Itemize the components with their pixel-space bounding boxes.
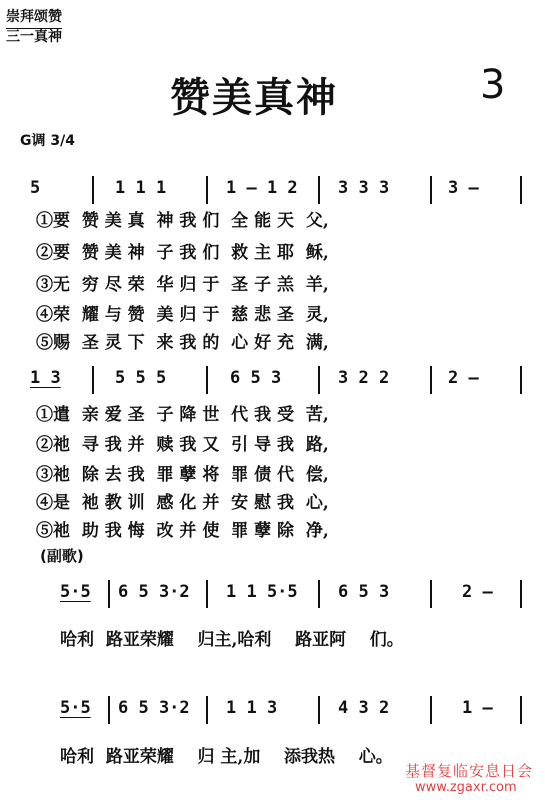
measure: 3 – — [448, 178, 479, 198]
lyric-verse-5: ⑤赐 圣 灵 下 来 我 的 心 好 充 满, — [36, 333, 329, 353]
lyric-refrain-1: 哈利 路亚荣耀 归主,哈利 路亚阿 们。 — [60, 630, 404, 650]
barline — [206, 580, 208, 608]
barline — [318, 696, 320, 724]
barline — [206, 176, 208, 204]
barline — [318, 366, 320, 394]
measure: 1 3 — [30, 368, 61, 388]
barline — [430, 176, 432, 204]
lyric-verse-3: ③无 穷 尽 荣 华 归 于 圣 子 羔 羊, — [36, 275, 329, 295]
hymn-title: 赞美真神 — [170, 74, 338, 121]
barline — [318, 176, 320, 204]
barline — [430, 580, 432, 608]
measure: 6 5 3 — [230, 368, 282, 388]
refrain-label: (副歌) — [40, 547, 84, 565]
barline — [108, 696, 110, 724]
measure: 5 5 5 — [115, 368, 167, 388]
key-signature: G调 3/4 — [20, 133, 75, 149]
measure: 6 5 3·2 — [118, 582, 190, 602]
barline — [520, 176, 522, 204]
barline — [520, 696, 522, 724]
measure: 2 – — [462, 582, 493, 602]
category-label: 崇拜颂赞 — [6, 6, 62, 29]
barline — [318, 580, 320, 608]
notation-line-2 — [30, 368, 530, 394]
measure: 1 – — [462, 698, 493, 718]
lyric-verse-4: ④荣 耀 与 赞 美 归 于 慈 悲 圣 灵, — [36, 305, 329, 325]
measure: 1 1 1 — [115, 178, 167, 198]
barline — [206, 366, 208, 394]
measure: 6 5 3 — [338, 582, 390, 602]
lyric-verse-1: ①遣 亲 爱 圣 子 降 世 代 我 受 苦, — [36, 405, 329, 425]
hymn-number: 3 — [480, 62, 506, 108]
lyric-verse-2: ②要 赞 美 神 子 我 们 救 主 耶 稣, — [36, 243, 329, 263]
barline — [206, 696, 208, 724]
notation-line-4 — [30, 698, 530, 724]
lyric-verse-3: ③祂 除 去 我 罪 孽 将 罪 债 代 偿, — [36, 465, 329, 485]
barline — [430, 366, 432, 394]
measure: 5 — [30, 178, 41, 198]
notation-line-1 — [30, 178, 530, 204]
measure: 3 3 3 — [338, 178, 390, 198]
measure: 5·5 — [60, 698, 91, 718]
subcategory-label: 三一真神 — [6, 29, 62, 45]
measure: 2 – — [448, 368, 479, 388]
measure: 1 1 3 — [226, 698, 278, 718]
watermark-url: www.zgaxr.com — [415, 780, 517, 795]
lyric-verse-5: ⑤祂 助 我 悔 改 并 使 罪 孽 除 净, — [36, 521, 329, 541]
lyric-verse-4: ④是 祂 教 训 感 化 并 安 慰 我 心, — [36, 493, 329, 513]
barline — [108, 580, 110, 608]
measure: 3 2 2 — [338, 368, 390, 388]
lyric-verse-1: ①要 赞 美 真 神 我 们 全 能 天 父, — [36, 211, 329, 231]
barline — [92, 366, 94, 394]
watermark-text: 基督复临安息日会 — [405, 762, 534, 780]
measure: 1 1 5·5 — [226, 582, 298, 602]
notation-line-3 — [30, 582, 530, 608]
barline — [520, 580, 522, 608]
barline — [430, 696, 432, 724]
measure: 4 3 2 — [338, 698, 390, 718]
measure: 5·5 — [60, 582, 91, 602]
lyric-refrain-2: 哈利 路亚荣耀 归 主,加 添我热 心。 — [60, 747, 393, 767]
barline — [520, 366, 522, 394]
barline — [92, 176, 94, 204]
lyric-verse-2: ②祂 寻 我 并 赎 我 又 引 导 我 路, — [36, 435, 329, 455]
measure: 1 – 1 2 — [226, 178, 298, 198]
measure: 6 5 3·2 — [118, 698, 190, 718]
